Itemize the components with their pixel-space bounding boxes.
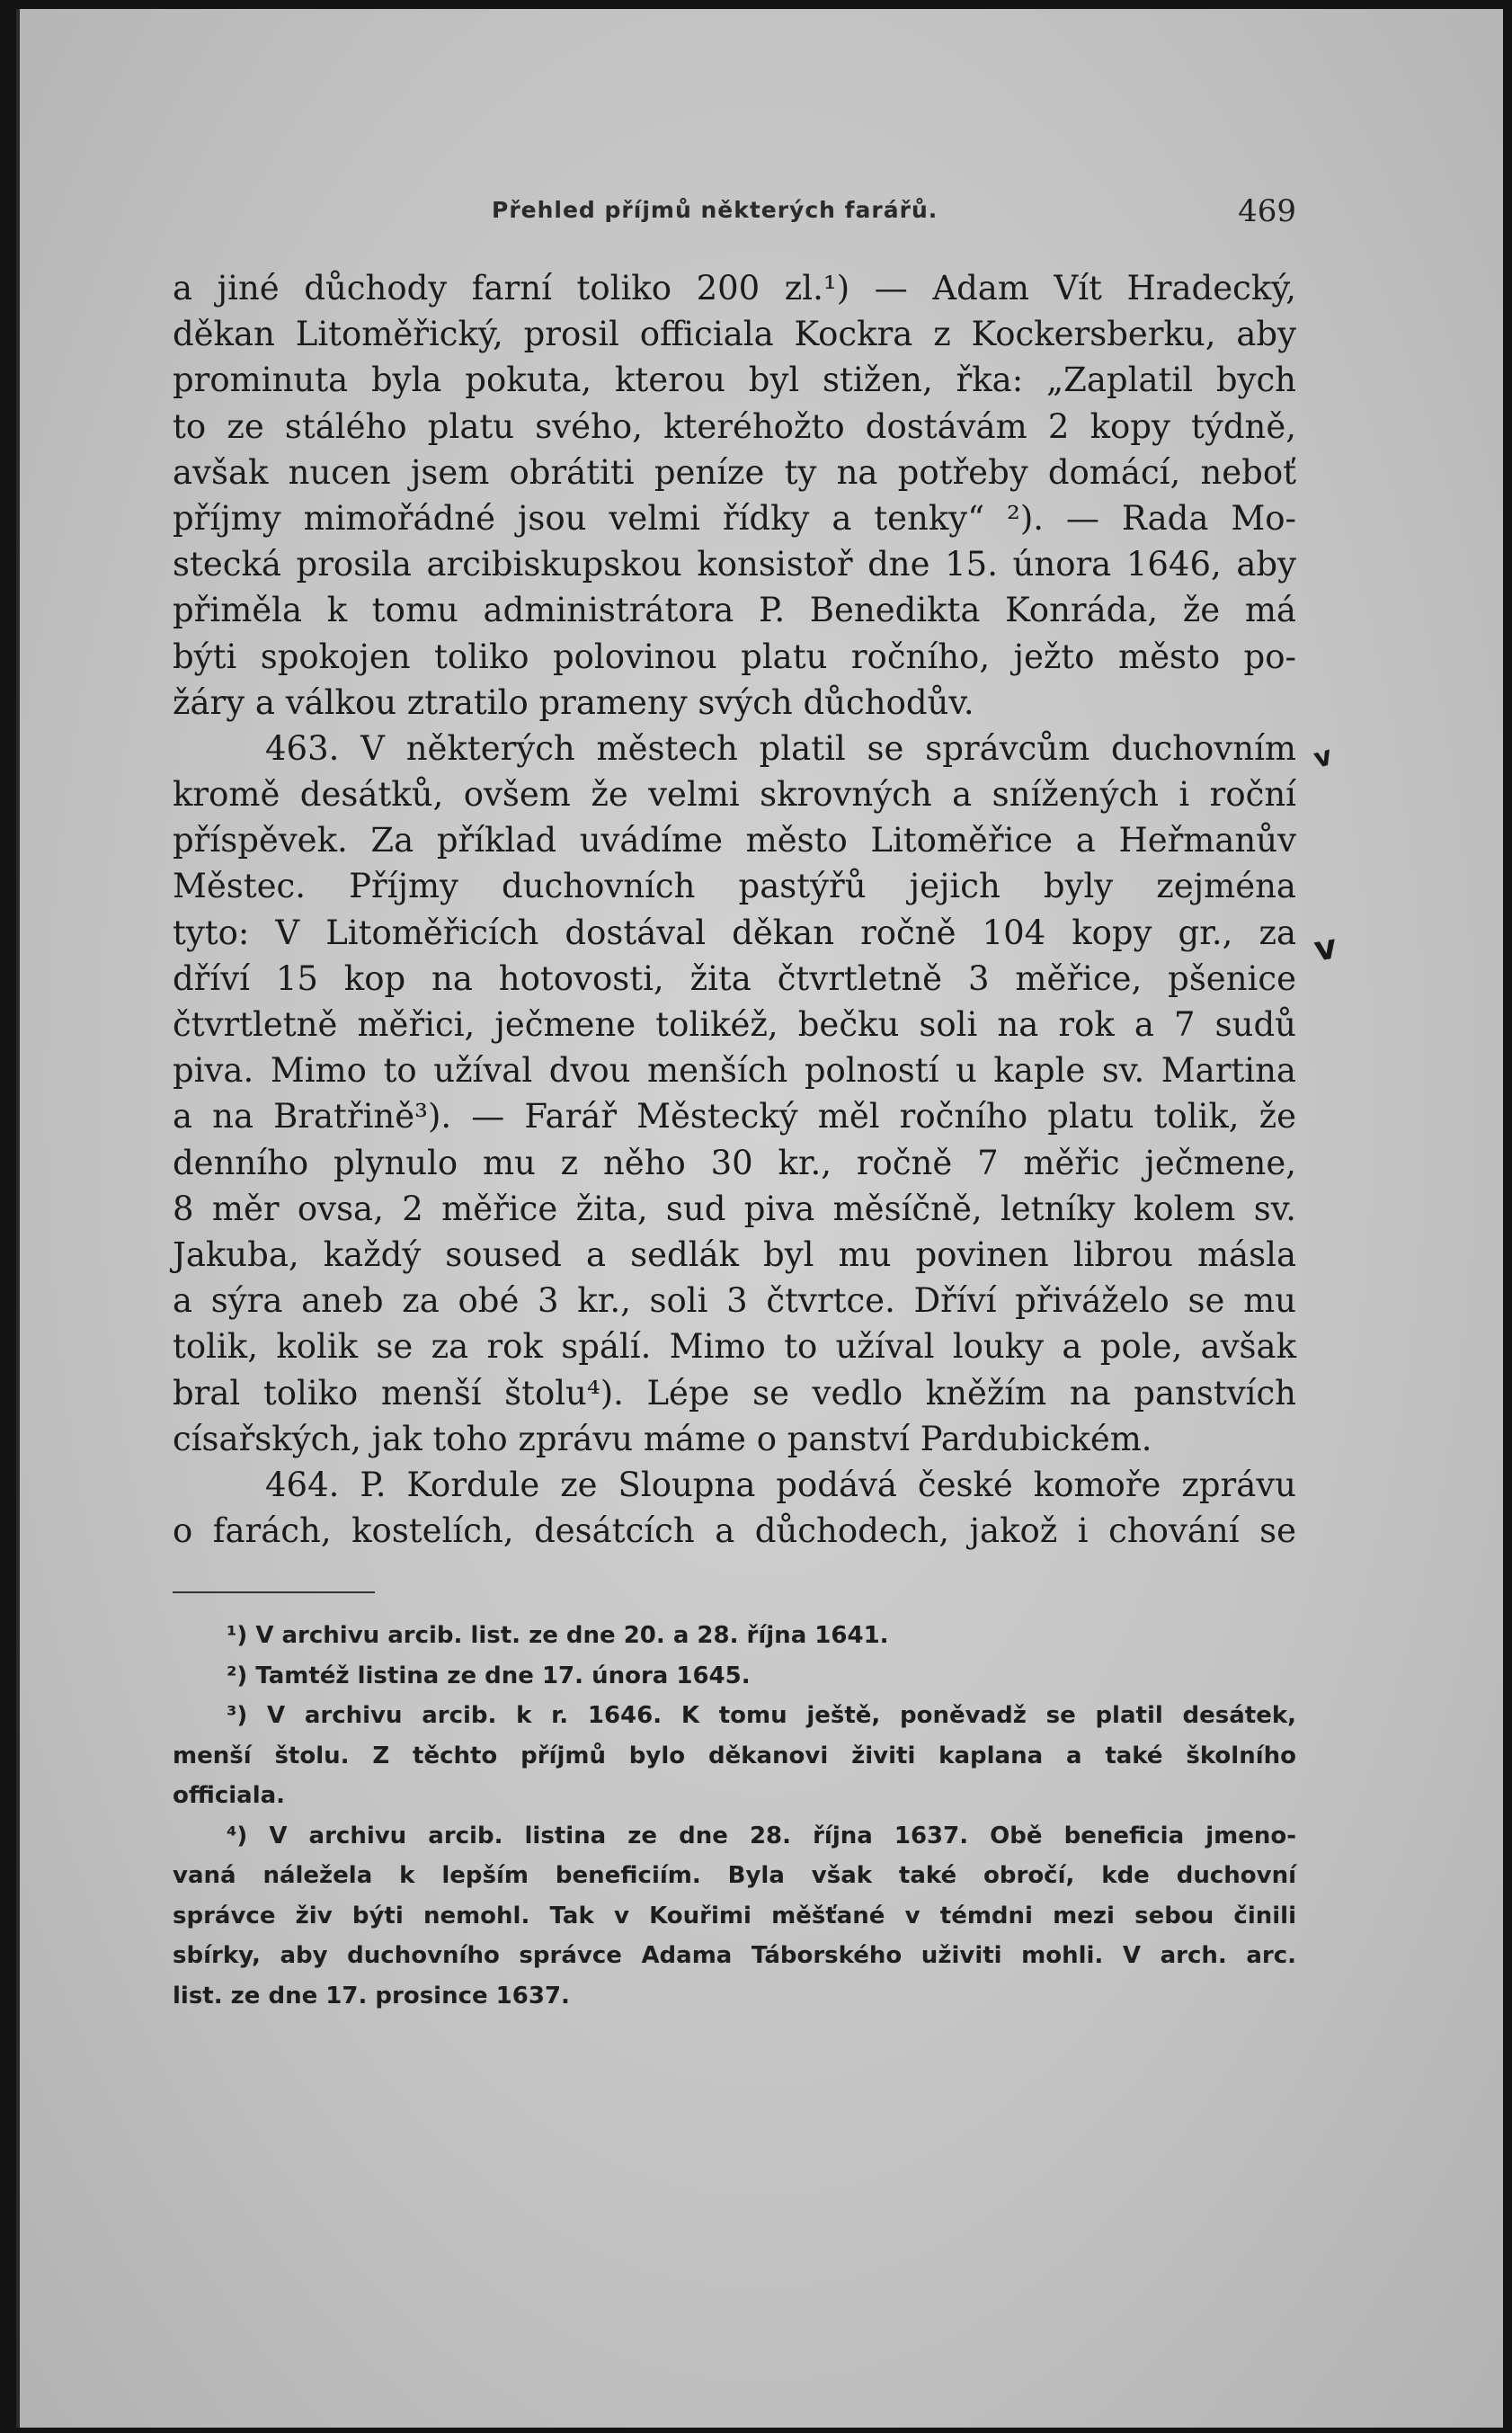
page-header <box>173 193 1296 238</box>
body-line: denního plynulo mu z něho 30 kr., ročně 7 měřic ječmene, <box>173 1143 1296 1182</box>
page-number: 469 <box>1238 193 1296 229</box>
body-line: a na Bratřině³). — Farář Městecký měl ročního platu tolik, že <box>173 1097 1296 1136</box>
body-line: bral toliko menší štolu⁴). Lépe se vedlo kněžím na panstvích <box>173 1373 1296 1413</box>
footnote-rule <box>173 1591 375 1593</box>
footnote-line: menší štolu. Z těchto příjmů bylo děkanovi živiti kaplana a také školního <box>173 1742 1296 1769</box>
body-line: tyto: V Litoměřicích dostával děkan ročně 104 kopy gr., za <box>173 913 1296 952</box>
paragraph-464-start: 464. P. Kordule ze Sloupna podává české komoře zprávu <box>265 1465 1296 1504</box>
body-line: o farách, kostelích, desátcích a důchodech, jakož i chování se <box>173 1511 1296 1551</box>
body-line: 8 měr ovsa, 2 měřice žita, sud piva měsíčně, letníky kolem sv. <box>173 1189 1296 1228</box>
footnote-line: officiala. <box>173 1782 286 1809</box>
body-line: prominuta byla pokuta, kterou byl stižen, řka: „Zaplatil bych <box>173 361 1296 400</box>
body-line: čtvrtletně měřici, ječmene tolikéž, bečku soli na rok a 7 sudů <box>173 1005 1296 1044</box>
body-line: dříví 15 kop na hotovosti, žita čtvrtletně 3 měřice, pšenice <box>173 958 1296 998</box>
margin-pencil-mark: v <box>1310 740 1336 775</box>
body-line: děkan Litoměřický, prosil officiala Kockra z Kockersberku, aby <box>173 315 1296 354</box>
body-line: žáry a válkou ztratilo prameny svých důchodův. <box>173 682 974 722</box>
footnote-line: vaná náležela k lepším beneficiím. Byla však také obročí, kde duchovní <box>173 1862 1296 1889</box>
body-line: Městec. Příjmy duchovních pastýřů jejich byly zejména <box>173 867 1296 906</box>
footnote-line: sbírky, aby duchovního správce Adama Táborského uživiti mohli. V arch. arc. <box>173 1942 1296 1969</box>
footnote-line: správce živ býti nemohl. Tak v Kouřimi měšťané v témdni mezi sebou činili <box>173 1902 1296 1929</box>
paragraph-463-start: 463. V některých městech platil se správcům duchovním <box>265 728 1296 768</box>
body-line: piva. Mimo to užíval dvou menších polností u kaple sv. Martina <box>173 1051 1296 1091</box>
footnote-4: ⁴) V archivu arcib. listina ze dne 28. října 1637. Obě beneficia jmeno- <box>227 1822 1296 1849</box>
footnote-3: ³) V archivu arcib. k r. 1646. K tomu ještě, poněvadž se platil desátek, <box>227 1702 1296 1729</box>
body-line: tolik, kolik se za rok spálí. Mimo to užíval louky a pole, avšak <box>173 1327 1296 1367</box>
body-line: císařských, jak toho zprávu máme o panství Pardubickém. <box>173 1419 1152 1458</box>
body-line: kromě desátků, ovšem že velmi skrovných a snížených i roční <box>173 775 1296 815</box>
body-line: příjmy mimořádné jsou velmi řídky a tenky“ ²). — Rada Mo- <box>173 498 1296 538</box>
body-line: Jakuba, každý soused a sedlák byl mu povinen librou másla <box>173 1234 1296 1274</box>
body-line: stecká prosila arcibiskupskou konsistoř dne 15. února 1646, aby <box>173 545 1296 584</box>
body-line: a jiné důchody farní toliko 200 zl.¹) — Adam Vít Hradecký, <box>173 269 1296 307</box>
body-text <box>173 265 1296 1554</box>
footnote-1: ¹) V archivu arcib. list. ze dne 20. a 28. října 1641. <box>227 1622 889 1649</box>
body-line: příspěvek. Za příklad uvádíme město Litoměřice a Heřmanův <box>173 821 1296 860</box>
body-line: přiměla k tomu administrátora P. Benedikta Konráda, že má <box>173 591 1296 630</box>
footnote-line: list. ze dne 17. prosince 1637. <box>173 1982 570 2010</box>
running-title: Přehled příjmů některých farářů. <box>492 197 938 223</box>
footnote-2: ²) Tamtéž listina ze dne 17. února 1645. <box>227 1662 751 1689</box>
body-line: býti spokojen toliko polovinou platu ročního, ježto město po- <box>173 637 1296 676</box>
footnotes <box>173 1616 1296 2016</box>
body-line: to ze stálého platu svého, kteréhožto dostávám 2 kopy týdně, <box>173 406 1296 446</box>
body-line: a sýra aneb za obé 3 kr., soli 3 čtvrtce. Dříví přiváželo se mu <box>173 1281 1296 1321</box>
body-line: avšak nucen jsem obrátiti peníze ty na potřeby domácí, neboť <box>173 452 1296 492</box>
margin-pencil-mark: v <box>1311 926 1340 969</box>
book-page <box>16 9 1503 2428</box>
